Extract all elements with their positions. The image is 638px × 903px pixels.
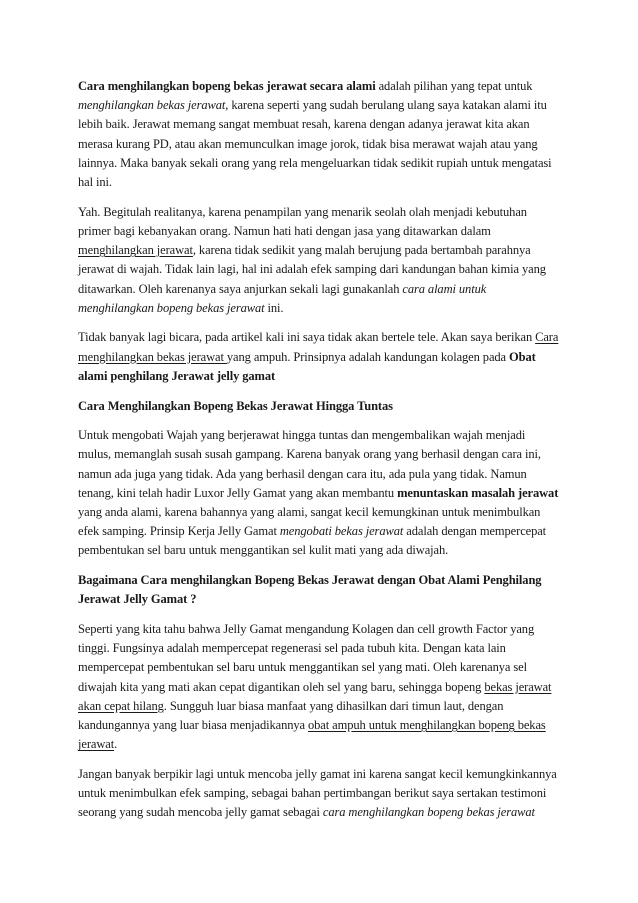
paragraph-testimony (78, 765, 561, 823)
text-run: Tidak banyak lagi bicara, pada artikel kali ini saya tidak akan bertele tele. Akan saya berikan (78, 330, 536, 345)
italic-phrase: cara menghilangkan bopeng bekas jerawat (322, 805, 535, 820)
text-run: , karena tidak sedikit yang malah berujung pada bertambah parahnya jerawat di wajah. Tidak lain lagi, hal ini adalah efek samping dari kandungan bahan kimia yang ditawarkan. Oleh karenanya saya anjurkan sekali lagi gunakanlah (78, 243, 546, 296)
paragraph-collagen (78, 620, 561, 754)
bold-phrase: Cara menghilangkan bopeng bekas jerawat secara alami (78, 79, 376, 93)
italic-phrase: mengobati bekas jerawat (279, 524, 404, 539)
bold-phrase: Obat alami penghilang Jerawat jelly gamat (78, 349, 536, 383)
text-run: yang anda alami, karena bahannya yang alami, sangat kecil kemungkinan untuk menimbulkan efek samping. Prinsip Kerja Jelly Gamat (78, 505, 541, 539)
text-run: ini. (264, 300, 284, 315)
section-heading-tuntas: Cara Menghilangkan Bopeng Bekas Jerawat Hingga Tuntas (78, 398, 393, 413)
text-run: , karena seperti yang sudah berulang ulang saya katakan alami itu lebih baik. Jerawat memang sangat membuat resah, karena dengan adanya jerawat kita akan merasa kurang PD, atau akan memunculkan image jorok, tidak bisa merawat wajah atau yang lainnya. Maka banyak sekali orang yang rela mengeluarkan tidak sedikit rupiah untuk mengatasi hal ini. (78, 98, 552, 190)
italic-phrase: cara alami untuk menghilangkan bopeng bekas jerawat (78, 281, 487, 315)
text-run: . Sungguh luar biasa manfaat yang dihasilkan dari timun laut, dengan kandungannya yang luar biasa menjadikannya (78, 698, 504, 733)
text-run: yang ampuh. Prinsipnya adalah kandungan kolagen pada (226, 349, 510, 364)
text-run: Yah. Begitulah realitanya, karena penampilan yang menarik seolah olah menjadi kebutuhan primer bagi kebanyakan orang. Namun hati hati dengan jasa yang ditawarkan dalam (78, 204, 527, 238)
link-bekas-jerawat-cepat-hilang[interactable]: bekas jerawat akan cepat hilang (78, 679, 552, 713)
paragraph-principle (78, 328, 561, 386)
text-run: adalah dengan mempercepat pembentukan sel baru untuk menggantikan sel kulit mati yang ada diwajah. (78, 524, 547, 558)
link-obat-ampuh[interactable]: obat ampuh untuk menghilangkan bopeng bekas jerawat (78, 718, 546, 752)
text-run: . (114, 737, 118, 752)
link-cara-menghilangkan-bekas-jerawat[interactable]: Cara menghilangkan bekas jerawat (78, 330, 559, 364)
text-run: adalah pilihan yang tepat untuk (375, 79, 533, 93)
text-run: Untuk mengobati Wajah yang berjerawat hingga tuntas dan mengembalikan wajah menjadi mulus, memanglah susah susah gampang. Karena banyak orang yang berhasil dengan cara ini, namun ada juga yang tidak. Ada yang berhasil dengan cara itu, ada pula yang tidak. Namun tenang, kini telah hadir Luxor Jelly Gamat yang akan membantu (78, 428, 541, 500)
italic-phrase: menghilangkan bekas jerawat (78, 98, 226, 113)
text-run: Seperti yang kita tahu bahwa Jelly Gamat mengandung Kolagen dan cell growth Factor yang tinggi. Fungsinya adalah mempercepat regenerasi sel pada tubuh kita. Dengan kata lain mempercepat pembentukan sel baru untuk menggantikan sel yang mati. Oleh karenanya sel diwajah kita yang mati akan cepat digantikan oleh sel yang baru, sehingga bopeng (78, 622, 535, 694)
paragraph-reality (78, 203, 561, 318)
paragraph-intro (78, 77, 561, 192)
text-run: Jangan banyak berpikir lagi untuk mencoba jelly gamat ini karena sangat kecil kemungkinkannya untuk menimbulkan efek samping, sebagai bahan pertimbangan berikut saya sertakan testimoni seorang yang sudah mencoba jelly gamat sebagai (78, 767, 557, 820)
document-page (78, 77, 561, 833)
section-heading-bagaimana: Bagaimana Cara menghilangkan Bopeng Bekas Jerawat dengan Obat Alami Penghilang Jerawat Jelly Gamat ? (78, 573, 542, 607)
paragraph-treatment (78, 426, 561, 560)
link-menghilangkan-jerawat[interactable]: menghilangkan jerawat (78, 243, 193, 258)
bold-phrase: menuntaskan masalah jerawat (397, 485, 559, 500)
